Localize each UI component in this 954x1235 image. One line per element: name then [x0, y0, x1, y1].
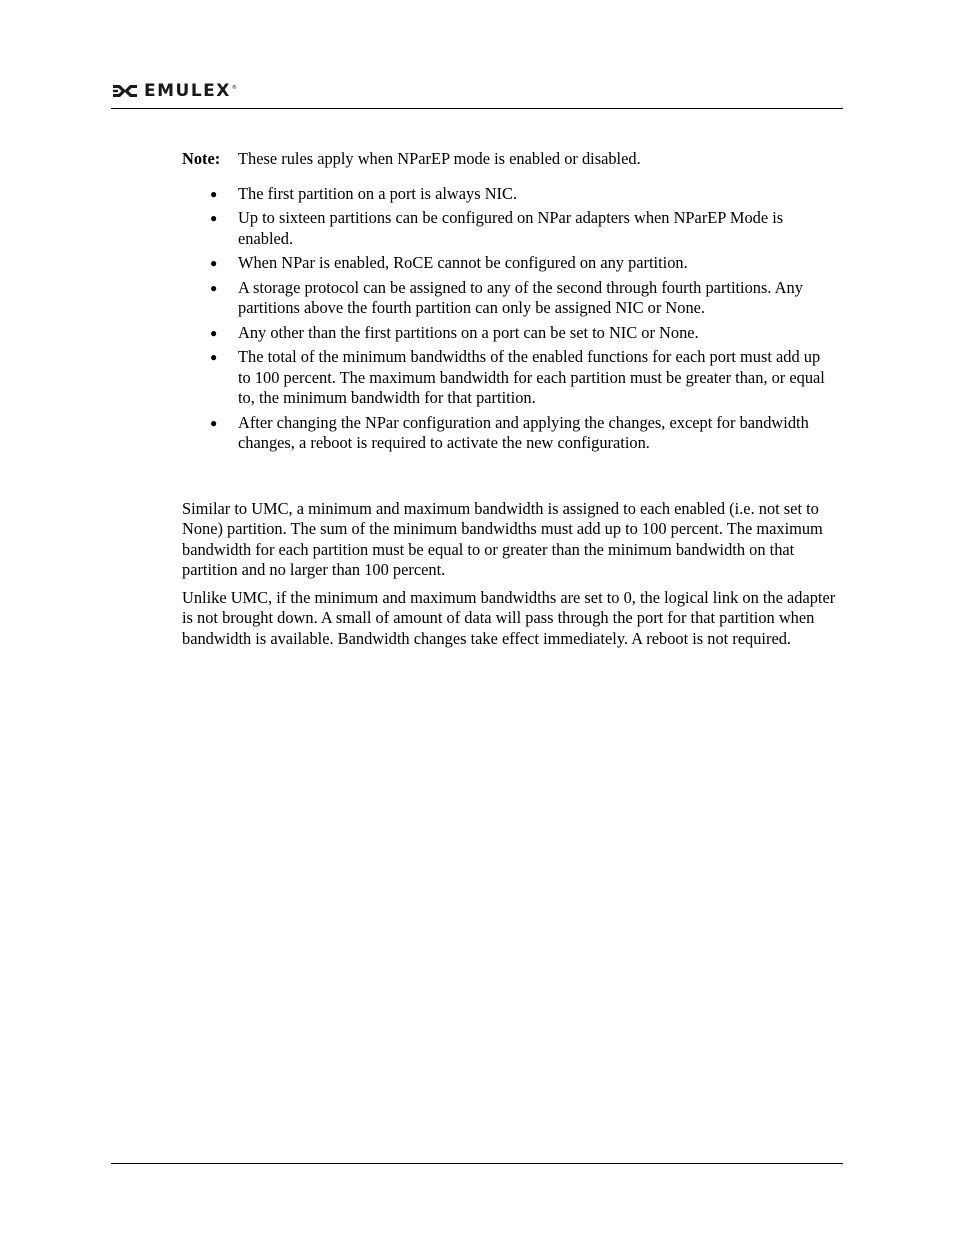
list-item-text: Up to sixteen partitions can be configured on NPar adapters when NParEP Mode is enabled. [238, 208, 784, 248]
list-item [210, 412, 842, 454]
bullet-icon: ● [210, 256, 218, 270]
list-item-text: The total of the minimum bandwidths of the enabled functions for each port must add up to 100 percent. The maximum bandwidth for each partition must be greater than, or equal to, the minimum bandwidth for that partition. [238, 347, 825, 407]
page-header [111, 78, 843, 110]
bandwidth-zero-paragraph: Unlike UMC, if the minimum and maximum bandwidths are set to 0, the logical link on the adapter is not brought down. A small of amount of data will pass through the port for that partition when bandwidth is available. Bandwidth changes take effect immediately. A reboot is not required. [182, 587, 836, 648]
bullet-icon: ● [210, 186, 218, 201]
bullet-icon: ● [210, 280, 218, 295]
list-item [210, 322, 842, 344]
logo-trademark: ® [231, 85, 237, 91]
emulex-mark-icon [111, 83, 139, 99]
list-item-text: After changing the NPar configuration and applying the changes, except for bandwidth changes, a reboot is required to activate the new configuration. [238, 412, 809, 452]
list-item [210, 253, 842, 274]
note-text: These rules apply when NParEP mode is enabled or disabled. [238, 149, 641, 168]
bullet-icon: ● [210, 325, 218, 340]
list-item-text: A storage protocol can be assigned to any of the second through fourth partitions. Any partitions above the fourth partition can only be assigned NIC or None. [238, 277, 803, 317]
bandwidth-paragraph: Similar to UMC, a minimum and maximum bandwidth is assigned to each enabled (i.e. not set to None) partition. The sum of the minimum bandwidths must add up to 100 percent. The maximum bandwidth for each partition must be equal to or greater than the minimum bandwidth on that partition and no larger than 100 percent. [182, 498, 823, 579]
page-content [182, 149, 842, 656]
note-label: Note: [182, 149, 221, 168]
bullet-icon: ● [210, 350, 218, 364]
list-item [210, 183, 842, 205]
emulex-logo [111, 81, 237, 101]
bullet-icon: ● [210, 415, 218, 430]
list-item [210, 277, 842, 319]
list-item [210, 347, 842, 409]
footer-divider [111, 1163, 843, 1164]
note-block [182, 149, 842, 170]
list-item-text: When NPar is enabled, RoCE cannot be configured on any partition. [238, 253, 688, 272]
list-item-text: The first partition on a port is always NIC. [238, 183, 518, 203]
list-item [210, 208, 842, 249]
header-divider [111, 108, 843, 109]
logo-wordmark: EMULEX [144, 81, 231, 101]
rules-list [182, 184, 842, 454]
bullet-icon: ● [210, 211, 218, 225]
list-item-text: Any other than the first partitions on a port can be set to NIC or None. [238, 322, 699, 342]
